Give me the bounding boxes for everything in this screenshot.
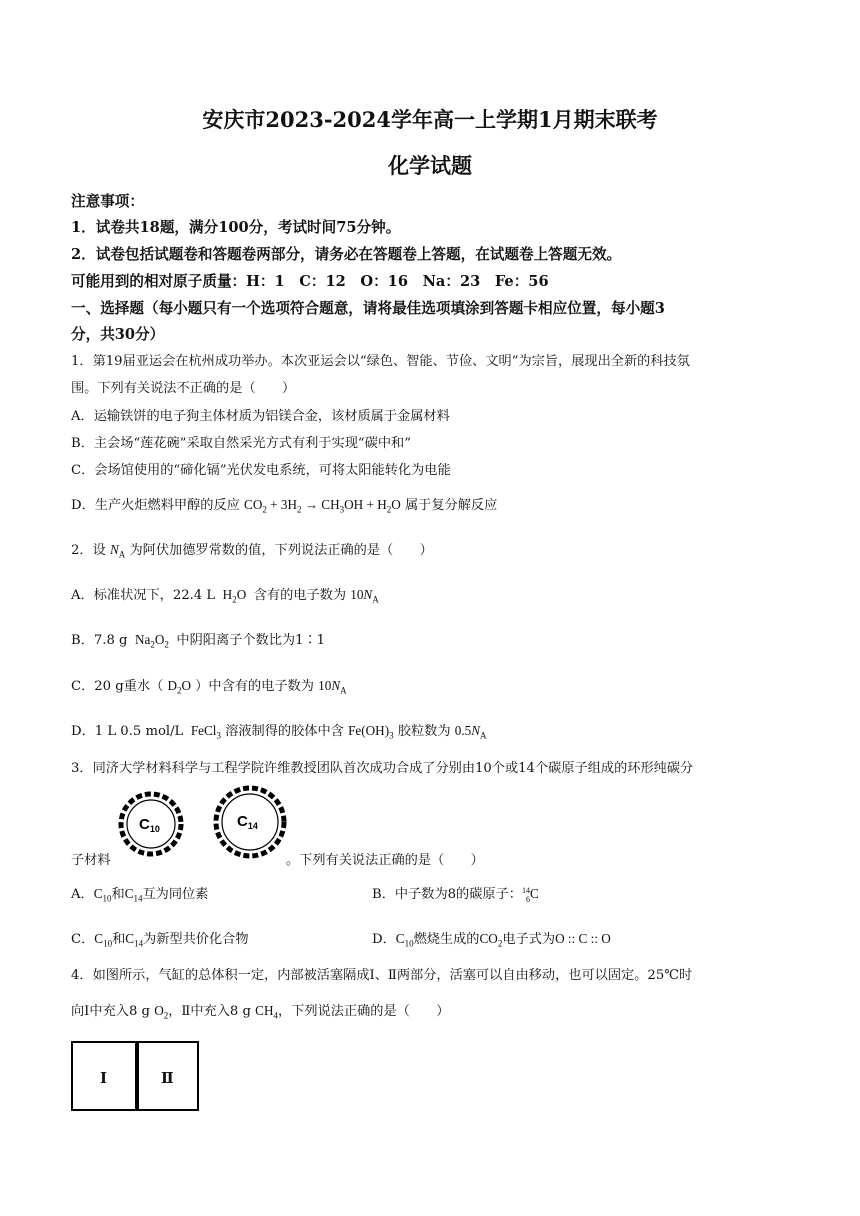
c10-ring-figure xyxy=(113,786,189,862)
q1-option-a: A．运输铁饼的电子狗主体材质为铝镁合金，该材质属于金属材料 xyxy=(71,409,450,424)
q3-option-a xyxy=(71,883,208,904)
q1-option-d xyxy=(71,494,812,515)
q2-b-formula: $Na_2O_2$ xyxy=(131,632,169,650)
q2-stem-prefix: 2．设 xyxy=(71,543,106,558)
q2-stem xyxy=(71,539,812,560)
exam-subtitle: 化学试题 xyxy=(388,153,472,178)
q3-stem-line2-suffix: 。下列有关说法正确的是（ ） xyxy=(286,853,484,868)
q3-b-prefix: B．中子数为8的碳原子： xyxy=(372,887,522,902)
q2-c-value: $10N_A$ xyxy=(318,678,347,696)
atomic-masses: 可能用到的相对原子质量：H：1 C：12 O：16 Na：23 Fe：56 xyxy=(71,273,549,290)
q1-stem-line1: 1．第19届亚运会在杭州成功举办。本次亚运会以“绿色、智能、节俭、文明”为宗旨，展现出全新的科技氛 xyxy=(71,354,690,369)
q2-d-mid: 溶液制得的胶体中含 xyxy=(225,724,344,739)
q4-stem-line1: 4．如图所示，气缸的总体积一定，内部被活塞隔成Ⅰ、Ⅱ两部分，活塞可以自由移动，也可以固定。25℃时 xyxy=(71,968,693,983)
q3-c-suffix: 为新型共价化合物 xyxy=(143,932,249,947)
q2-option-a xyxy=(71,584,812,605)
q3-d-prefix: D． xyxy=(372,932,396,947)
q3-c-c10: $C_{10}$ xyxy=(94,931,113,949)
q3-option-d xyxy=(372,928,611,949)
chamber-2-label: Ⅱ xyxy=(161,1069,174,1087)
notice-heading: 注意事项： xyxy=(71,193,144,210)
q2-c-formula: $D_2O$ xyxy=(167,678,192,696)
q2-option-b xyxy=(71,629,812,650)
q4-line2-suffix: ，下列说法正确的是（ ） xyxy=(278,1004,450,1019)
q4-line2-prefix: 向Ⅰ中充入8 g xyxy=(71,1004,150,1019)
q3-a-c10: $C_{10}$ xyxy=(93,886,112,904)
q2-a-mid: 含有的电子数为 xyxy=(253,588,347,603)
q2-c-prefix: C．20 g重水（ xyxy=(71,679,164,694)
q2-d-value: $0.5N_A$ xyxy=(454,723,487,741)
q2-stem-suffix: 为阿伏加德罗常数的值，下列说法正确的是（ ） xyxy=(129,543,433,558)
q3-option-b xyxy=(372,883,539,904)
q2-na-symbol: $N_A$ xyxy=(109,542,126,560)
q3-a-c14: $C_{14}$ xyxy=(124,886,143,904)
q3-a-suffix: 互为同位素 xyxy=(142,887,209,902)
q3-c-prefix: C． xyxy=(71,932,95,947)
notice-item-1: 1．试卷共18题，满分100分，考试时间75分钟。 xyxy=(71,219,401,236)
q2-d-formula2: $Fe(OH)_3$ xyxy=(348,723,394,741)
q1-d-suffix: 属于复分解反应 xyxy=(404,498,498,513)
q2-a-value: $10N_A$ xyxy=(350,587,379,605)
q3-d-mid: 燃烧生成的 xyxy=(413,932,480,947)
notice-item-2: 2．试卷包括试题卷和答题卷两部分，请务必在答题卷上答题，在试题卷上答题无效。 xyxy=(71,246,622,263)
q2-d-formula: FeCl$_3$ xyxy=(187,723,221,741)
section-heading-line2: 分，共30分） xyxy=(71,326,165,343)
q3-option-c xyxy=(71,928,249,949)
q3-stem-line2-prefix: 子材料 xyxy=(71,853,111,868)
q2-d-mid2: 胶粒数为 xyxy=(397,724,451,739)
q2-b-suffix: 中阴阳离子个数比为1∶1 xyxy=(176,633,326,648)
q1-d-prefix: D．生产火炬燃料甲醇的反应 xyxy=(71,498,240,513)
q4-stem-line2 xyxy=(71,1000,812,1021)
q2-option-c xyxy=(71,675,812,696)
c10-ring-label: $C_{10}$ xyxy=(139,816,160,834)
chamber-1-label: Ⅰ xyxy=(100,1069,108,1087)
c14-ring-label: $C_{14}$ xyxy=(237,813,258,831)
q3-a-mid: 和 xyxy=(111,887,125,902)
q4-o2-formula: $O_2$ xyxy=(154,1003,169,1021)
q3-d-mid2: 电子式为 xyxy=(502,932,556,947)
q3-stem-line1: 3．同济大学材料科学与工程学院许维教授团队首次成功合成了分别由10个或14个碳原子组成的环形纯碳分 xyxy=(71,761,694,776)
gas-cylinder-figure xyxy=(71,1041,199,1111)
q2-a-prefix: A．标准状况下，22.4 L xyxy=(71,588,216,603)
q1-option-b: B．主会场“莲花碗”采取自然采光方式有利于实现“碳中和” xyxy=(71,436,411,451)
q2-c-mid: ）中含有的电子数为 xyxy=(195,679,314,694)
q3-c-mid: 和 xyxy=(112,932,126,947)
q3-d-co2: $CO_2$ xyxy=(479,931,503,949)
q3-d-c10: $C_{10}$ xyxy=(395,931,414,949)
q2-a-formula: $H_2O$ xyxy=(219,587,250,605)
q4-line2-mid: ，Ⅱ中充入8 g xyxy=(168,1004,251,1019)
section-heading-line1: 一、选择题（每小题只有一个选项符合题意，请将最佳选项填涂到答题卡相应位置，每小题3 xyxy=(71,300,665,317)
q1-stem-line2: 围。下列有关说法不正确的是（ ） xyxy=(71,381,296,396)
q3-c-c14: $C_{14}$ xyxy=(125,931,144,949)
q4-ch4-formula: $CH_4$ xyxy=(255,1003,278,1021)
q2-d-prefix: D．1 L 0.5 mol/L xyxy=(71,724,184,739)
q3-b-isotope: 14 6C xyxy=(521,885,539,904)
piston xyxy=(135,1041,139,1111)
q2-b-prefix: B．7.8 g xyxy=(71,633,128,648)
q1-option-c: C．会场馆使用的“碲化镉”光伏发电系统，可将太阳能转化为电能 xyxy=(71,463,451,478)
q2-option-d xyxy=(71,720,812,741)
c14-ring-figure xyxy=(209,781,291,863)
q1-d-equation: $CO_2 + 3H_2 \to CH_3OH + H_2O$ xyxy=(244,497,401,515)
q3-a-prefix: A． xyxy=(71,887,94,902)
q3-d-electron-formula: O :: C :: O xyxy=(555,931,611,946)
exam-title: 安庆市2023-2024学年高一上学期1月期末联考 xyxy=(202,107,658,132)
